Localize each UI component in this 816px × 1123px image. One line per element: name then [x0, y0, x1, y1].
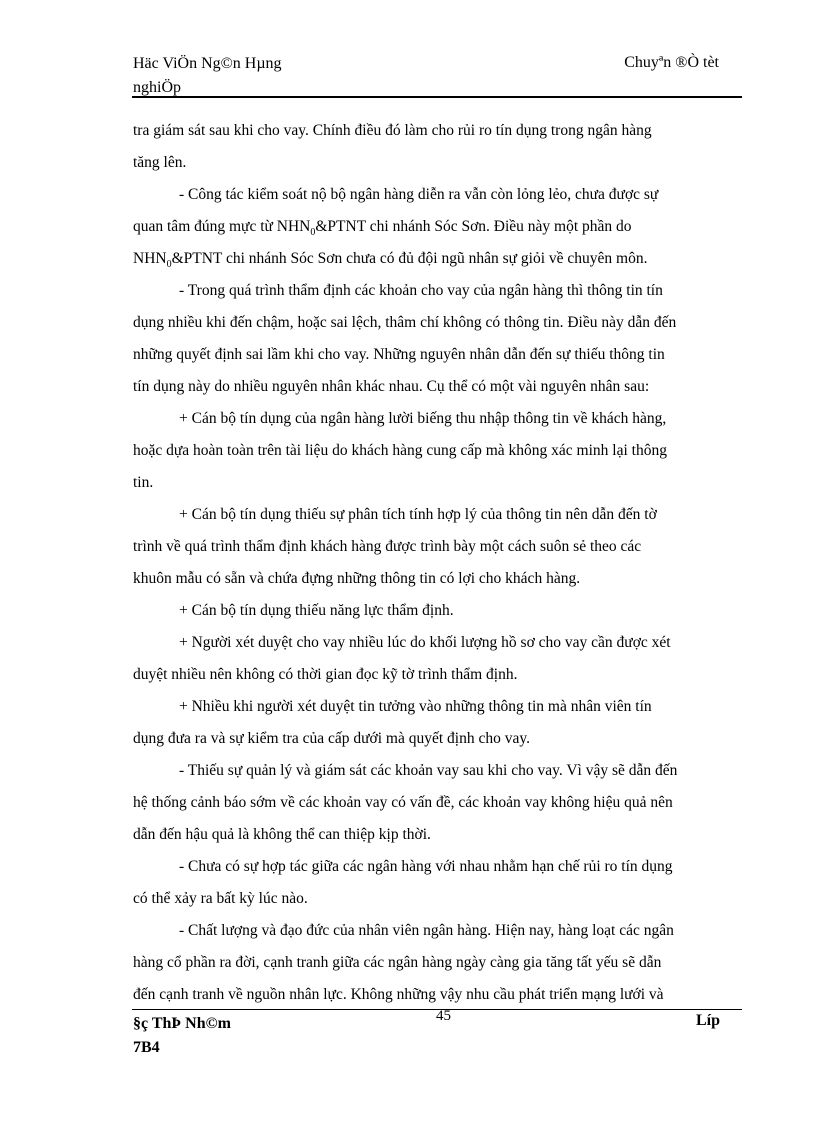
body-line: hoặc dựa hoàn toàn trên tài liệu do khách hàng cung cấp mà không xác minh lại thông [133, 442, 667, 459]
body-line: - Thiếu sự quản lý và giám sát các khoản vay sau khi cho vay. Vì vậy sẽ dẫn đến [179, 762, 678, 779]
body-line: hàng cổ phần ra đời, cạnh tranh giữa các ngân hàng ngày càng gia tăng tất yếu sẽ dẫn [133, 954, 662, 971]
body-line: + Người xét duyệt cho vay nhiều lúc do khối lượng hồ sơ cho vay cần được xét [179, 634, 671, 651]
header-divider [132, 96, 742, 98]
body-line: tín dụng này do nhiều nguyên nhân khác nhau. Cụ thể có một vài nguyên nhân sau: [133, 378, 650, 395]
footer-author [133, 1012, 283, 1060]
body-line: + Cán bộ tín dụng thiếu sự phân tích tính hợp lý của thông tin nên dẫn đến tờ [179, 506, 657, 523]
body-line: đến cạnh tranh về nguồn nhân lực. Không những vậy nhu cầu phát triển mạng lưới và [133, 986, 664, 1003]
body-line: $NHN_0\&PTNT$ chi nhánh Sóc Sơn chưa có đủ đội ngũ nhân sự giỏi về chuyên môn. [133, 250, 648, 270]
document-body [133, 115, 741, 1011]
body-line: khuôn mẫu có sẵn và chứa đựng những thông tin có lợi cho khách hàng. [133, 570, 581, 587]
body-line: dụng nhiều khi đến chậm, hoặc sai lệch, thâm chí không có thông tin. Điều này dẫn đến [133, 314, 677, 331]
body-line: trình về quá trình thẩm định khách hàng được trình bày một cách suôn sẻ theo các [133, 538, 642, 555]
body-line: - Trong quá trình thẩm định các khoản cho vay của ngân hàng thì thông tin tín [179, 282, 663, 299]
body-line: dụng đưa ra và sự kiểm tra của cấp dưới mà quyết định cho vay. [133, 730, 530, 747]
footer-class-label: Líp [696, 1012, 721, 1029]
body-line: - Chất lượng và đạo đức của nhân viên ngân hàng. Hiện nay, hàng loạt các ngân [179, 922, 674, 939]
body-line: có thể xảy ra bất kỳ lúc nào. [133, 890, 308, 907]
page-number: 45 [436, 1008, 451, 1024]
header-left-line2: nghiÖp [133, 79, 181, 96]
body-line: + Cán bộ tín dụng của ngân hàng lười biếng thu nhập thông tin về khách hàng, [179, 410, 667, 427]
body-line: + Nhiều khi người xét duyệt tin tưởng vào những thông tin mà nhân viên tín [179, 698, 652, 715]
body-line: tra giám sát sau khi cho vay. Chính điều đó làm cho rủi ro tín dụng trong ngân hàng [133, 122, 652, 139]
body-line: những quyết định sai lầm khi cho vay. Những nguyên nhân dẫn đến sự thiếu thông tin [133, 346, 665, 363]
body-line: tăng lên. [133, 154, 187, 171]
body-line: quan tâm đúng mực từ $NHN_0\&PTNT$ chi nhánh Sóc Sơn. Điều này một phần do [133, 218, 632, 238]
body-line: - Công tác kiểm soát nộ bộ ngân hàng diễn ra vẫn còn lỏng lẻo, chưa được sự [179, 186, 659, 203]
body-line: tin. [133, 474, 154, 491]
body-line: dẫn đến hậu quả là không thể can thiệp kịp thời. [133, 826, 431, 843]
body-line: hệ thống cảnh báo sớm về các khoản vay có vấn đề, các khoản vay không hiệu quả nên [133, 794, 673, 811]
footer-left-line2: 7B4 [133, 1039, 160, 1056]
header-left-line1: Häc ViÖn Ng©n Hµng [133, 55, 282, 72]
footer-left-line1: §ç ThÞ Nh©m [133, 1015, 231, 1032]
header-document-type: Chuyªn ®Ò tèt [624, 54, 719, 71]
body-line: duyệt nhiều nên không có thời gian đọc kỹ tờ trình thẩm định. [133, 666, 518, 683]
body-line: - Chưa có sự hợp tác giữa các ngân hàng với nhau nhằm hạn chế rủi ro tín dụng [179, 858, 673, 875]
body-line: + Cán bộ tín dụng thiếu năng lực thẩm định. [179, 602, 454, 619]
header-school-name [133, 52, 333, 100]
